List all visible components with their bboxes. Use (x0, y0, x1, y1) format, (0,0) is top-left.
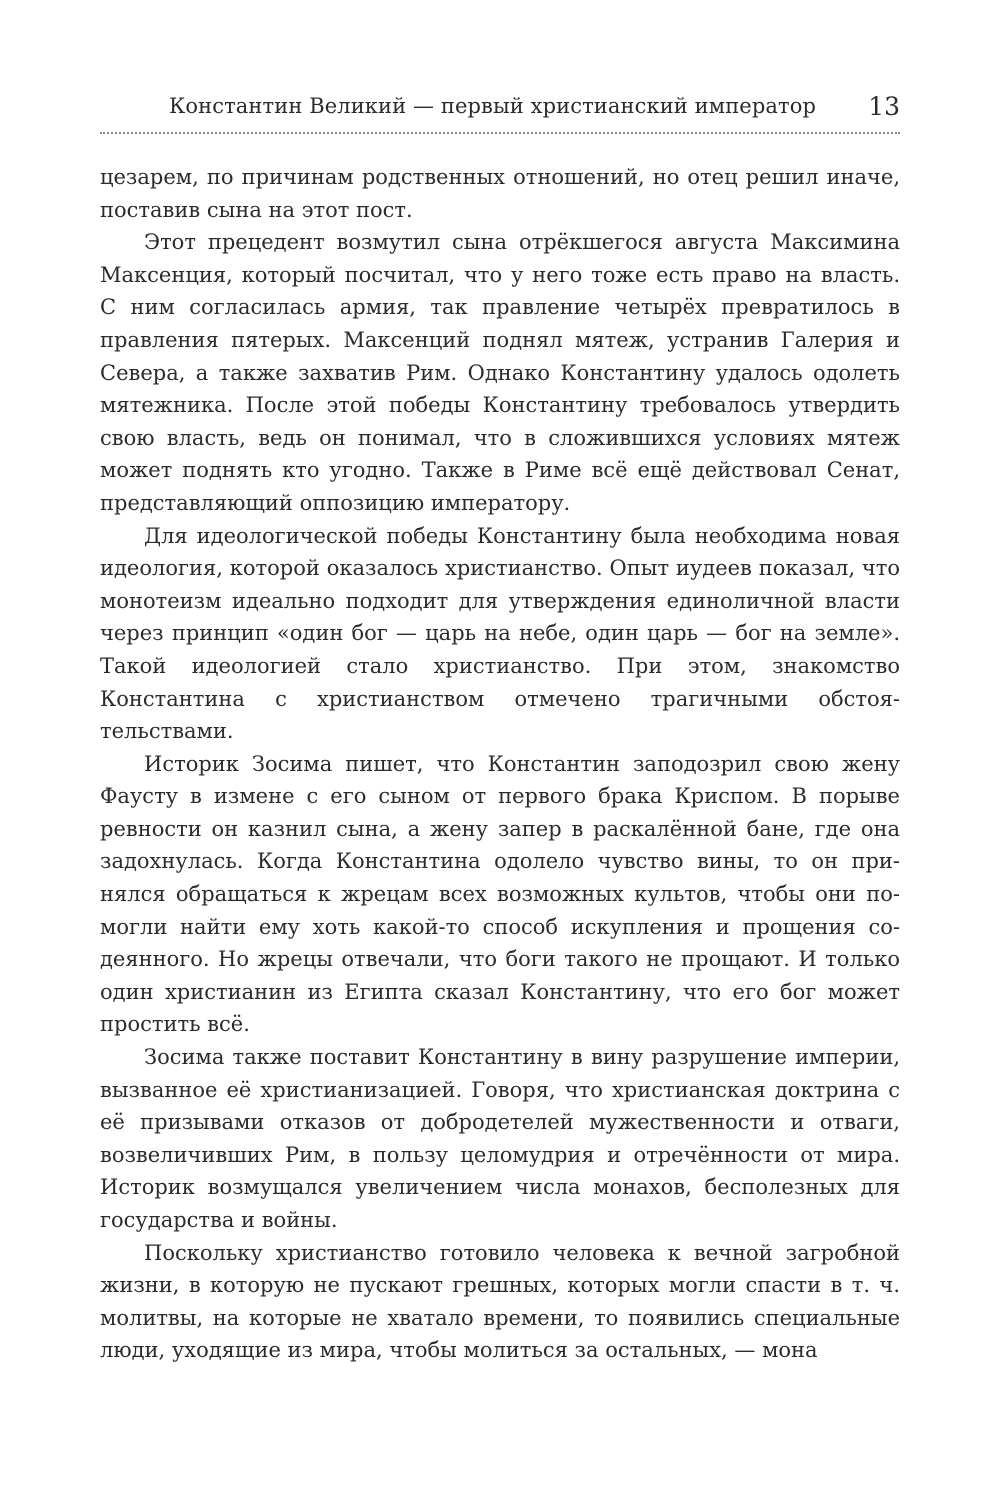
paragraph: Зосима также поставит Константину в вину разрушение империи, вызванное её христианизацией. Говоря, что христианская доктрина с её призывами отказов от добродетелей мужественности и отваги, возвеличивших Рим, в пользу целомудрия и отречённости от мира. Историк возмущался увеличением числа монахов, бесполезных для государства и войны. (100, 1045, 900, 1232)
running-head (100, 92, 900, 128)
paragraph-continued: цезарем, по причинам родственных отношений, но отец решил иначе, поставив сына на этот пост. (100, 165, 900, 222)
running-title: Константин Великий — первый христианский император (169, 94, 816, 118)
paragraph: Для идеологической победы Константину была необходима новая идеология, которой оказалось христианство. Опыт иудеев показал, что монотеизм идеально подходит для утверждения единоличной власти через принцип «один бог — царь на небе, один царь — бог на земле». Такой идеологией стало христианство. При этом, знакомство Константина с христианством отмечено трагичными обстоятельствами. (100, 523, 900, 744)
page-number: 13 (868, 92, 900, 121)
paragraph: Историк Зосима пишет, что Константин заподозрил свою жену Фаусту в измене с его сыном от первого брака Криспом. В порыве ревности он казнил сына, а жену запер в раскалённой бане, где она задохнулась. Когда Константина одолело чувство вины, то он принялся обращаться к жрецам всех возможных культов, чтобы они помогли найти ему хоть какой-то способ искупления и прощения содеянного. Но жрецы отвечали, что боги такого не прощают. И только один христианин из Египта сказал Константину, что его бог может простить всё. (100, 751, 900, 1037)
header-dotted-rule (100, 132, 900, 134)
body-text (100, 161, 900, 1367)
paragraph: Этот прецедент возмутил сына отрёкшегося августа Максимина Максенция, который посчитал, что у него тоже есть право на власть. С ним согласилась армия, так правление четырёх превратилось в правления пятерых. Максенций поднял мятеж, устранив Галерия и Севера, а также захватив Рим. Однако Константину удалось одолеть мятежника. После этой победы Константину требовалось утвердить свою власть, ведь он понимал, что в сложившихся условиях мятеж может поднять кто угодно. Также в Риме всё ещё действовал Сенат, представляющий оппозицию императору. (100, 230, 900, 515)
paragraph: Поскольку христианство готовило человека к вечной загробной жизни, в которую не пускают грешных, которых могли спасти в т. ч. молитвы, на которые не хватало времени, то появились специальные люди, уходящие из мира, чтобы молиться за остальных, — мона (100, 1240, 900, 1363)
